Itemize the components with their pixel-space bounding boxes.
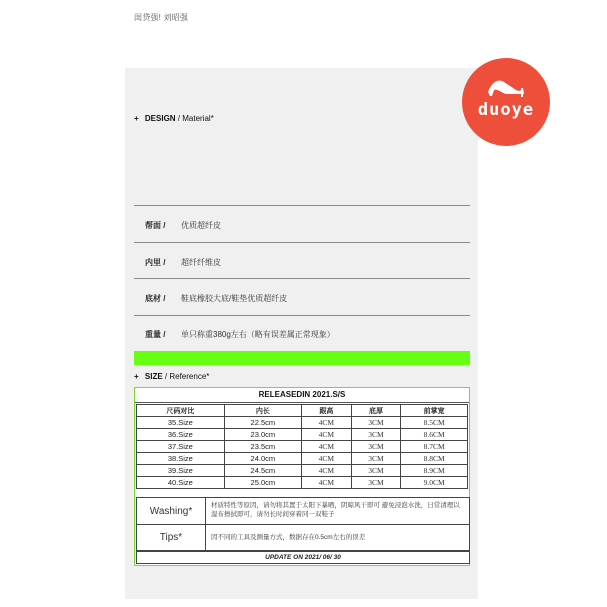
cell-inner-length: 23.0cm [224, 429, 301, 441]
design-slash: / [175, 114, 183, 123]
size-chart-title: RELEASEDIN 2021.S/S [135, 388, 469, 403]
brand-logo [462, 58, 550, 146]
table-header-row [137, 405, 468, 417]
table-row [137, 453, 468, 465]
divider [134, 315, 470, 316]
header-sole-thickness: 底厚 [351, 405, 401, 417]
cell-sole-thickness: 3CM [351, 453, 401, 465]
cell-size: 37.Size [137, 441, 225, 453]
size-subtitle: Reference* [169, 372, 210, 381]
cell-forefoot-width: 9.0CM [401, 477, 468, 489]
table-row [137, 417, 468, 429]
high-heel-icon [486, 72, 526, 98]
cell-sole-thickness: 3CM [351, 465, 401, 477]
cell-sole-thickness: 3CM [351, 417, 401, 429]
size-slash: / [162, 372, 170, 381]
tips-text: 因不同的工具及测量方式，数据存在0.5cm左右的误差 [211, 534, 366, 541]
cell-inner-length: 22.5cm [224, 417, 301, 429]
logo-text: duoye [477, 100, 535, 120]
cell-size: 35.Size [137, 417, 225, 429]
cell-sole-thickness: 3CM [351, 477, 401, 489]
cell-size: 40.Size [137, 477, 225, 489]
cell-forefoot-width: 8.5CM [401, 417, 468, 429]
cell-heel-height: 4CM [302, 417, 352, 429]
cell-heel-height: 4CM [302, 453, 352, 465]
divider [134, 278, 470, 279]
update-date: UPDATE ON 2021/ 06/ 30 [136, 551, 470, 564]
header-size: 尺码对比 [137, 405, 225, 417]
material-key: 帮面 / [145, 221, 166, 230]
material-row-lining [145, 257, 221, 268]
cell-heel-height: 4CM [302, 477, 352, 489]
size-chart-box [134, 387, 470, 566]
cell-heel-height: 4CM [302, 465, 352, 477]
cell-inner-length: 25.0cm [224, 477, 301, 489]
material-row-upper [145, 220, 221, 231]
material-row-sole [145, 293, 287, 304]
cell-inner-length: 24.0cm [224, 453, 301, 465]
cell-inner-length: 24.5cm [224, 465, 301, 477]
design-heading [134, 114, 214, 123]
table-row [137, 441, 468, 453]
material-value: 鞋底橡胶大底/鞋垫优质超纤皮 [181, 294, 288, 303]
tips-label: Tips* [137, 525, 206, 550]
material-key: 底材 / [145, 294, 166, 303]
washing-row [136, 497, 470, 525]
header-forefoot-width: 前掌宽 [401, 405, 468, 417]
cell-forefoot-width: 8.7CM [401, 441, 468, 453]
size-heading [134, 372, 209, 381]
washing-label: Washing* [137, 498, 206, 524]
cell-inner-length: 23.5cm [224, 441, 301, 453]
cell-forefoot-width: 8.8CM [401, 453, 468, 465]
cell-heel-height: 4CM [302, 429, 352, 441]
cell-heel-height: 4CM [302, 441, 352, 453]
material-key: 重量 / [145, 330, 166, 339]
cell-sole-thickness: 3CM [351, 441, 401, 453]
divider [134, 205, 470, 206]
material-key: 内里 / [145, 258, 166, 267]
cell-forefoot-width: 8.9CM [401, 465, 468, 477]
size-bullet: + [134, 372, 139, 381]
header-inner-length: 内长 [224, 405, 301, 417]
cell-size: 39.Size [137, 465, 225, 477]
washing-text: 材质特性等原因，请勿将其置于太阳下暴晒，阴晾风干即可 避免浸泡水洗，日常清理以湿布擦拭即可，请勿长时间穿着同一双鞋子 [211, 502, 460, 518]
material-value: 超纤纤维皮 [181, 258, 221, 267]
design-bullet: + [134, 114, 139, 123]
size-table [136, 404, 468, 489]
table-row [137, 429, 468, 441]
divider [134, 242, 470, 243]
design-subtitle: Material* [182, 114, 214, 123]
material-value: 单只称重380g左右（略有误差属正常现象） [181, 330, 335, 339]
tips-row [136, 524, 470, 551]
top-note: 闺贷强! 刘昭强 [134, 13, 189, 22]
size-title: SIZE [144, 372, 163, 381]
material-row-weight [145, 329, 335, 340]
cell-size: 36.Size [137, 429, 225, 441]
design-title: DESIGN [144, 114, 176, 123]
material-value: 优质超纤皮 [181, 221, 221, 230]
cell-size: 38.Size [137, 453, 225, 465]
table-row [137, 465, 468, 477]
accent-bar [134, 351, 470, 365]
cell-forefoot-width: 8.6CM [401, 429, 468, 441]
header-heel-height: 跟高 [302, 405, 352, 417]
cell-sole-thickness: 3CM [351, 429, 401, 441]
table-row [137, 477, 468, 489]
